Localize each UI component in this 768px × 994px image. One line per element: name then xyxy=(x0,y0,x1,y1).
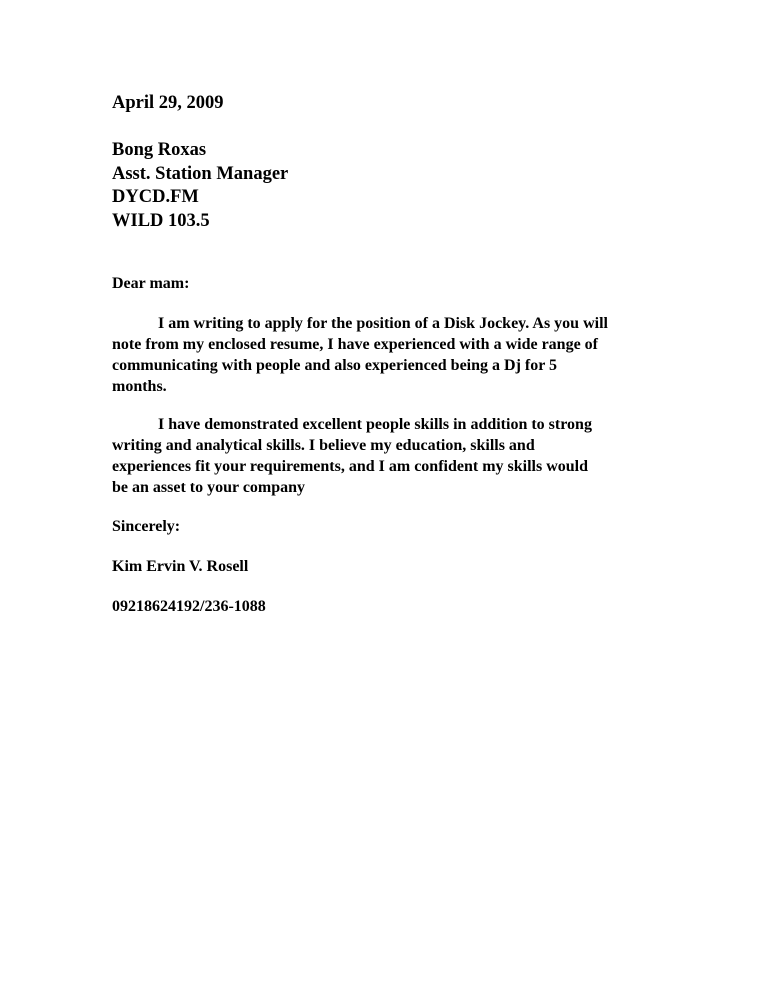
signer-name: Kim Ervin V. Rosell xyxy=(112,558,249,575)
paragraph-line: note from my enclosed resume, I have experienced with a wide range of xyxy=(112,336,598,353)
paragraph-line: experiences fit your requirements, and I am confident my skills would xyxy=(112,458,589,475)
paragraph-line: I have demonstrated excellent people skills in addition to strong xyxy=(158,416,592,433)
signer-phone: 09218624192/236-1088 xyxy=(112,598,266,615)
recipient-name: Bong Roxas xyxy=(112,140,207,160)
closing: Sincerely: xyxy=(112,518,181,535)
body-paragraph-2 xyxy=(112,414,672,498)
salutation: Dear mam: xyxy=(112,275,190,292)
recipient-title: Asst. Station Manager xyxy=(112,163,289,184)
paragraph-line: communicating with people and also experienced being a Dj for 5 xyxy=(112,357,558,374)
body-paragraph-1 xyxy=(112,313,672,397)
paragraph-line: I am writing to apply for the position of a Disk Jockey. As you will xyxy=(158,315,608,332)
recipient-station: DYCD.FM xyxy=(112,187,199,208)
paragraph-line: be an asset to your company xyxy=(112,479,306,496)
recipient-address xyxy=(112,139,672,234)
paragraph-line: months. xyxy=(112,378,167,395)
recipient-brand: WILD 103.5 xyxy=(112,211,210,232)
paragraph-line: writing and analytical skills. I believe my education, skills and xyxy=(112,437,535,454)
letter-date: April 29, 2009 xyxy=(112,93,224,113)
